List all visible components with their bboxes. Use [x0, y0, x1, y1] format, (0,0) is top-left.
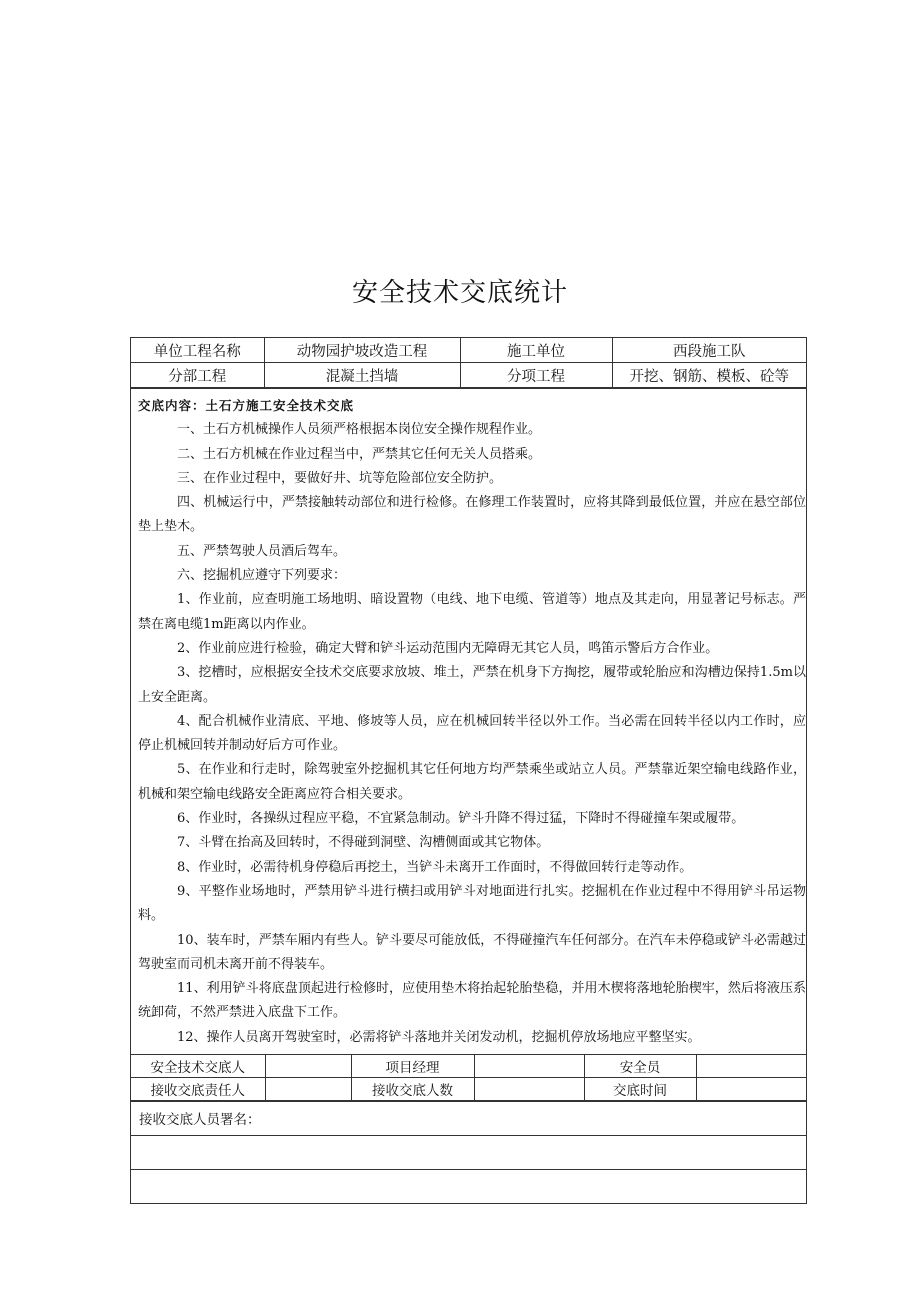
content-paragraph: 7、斗臂在抬高及回转时，不得碰到洞壁、沟槽侧面或其它物体。 [177, 835, 550, 851]
content-paragraph: 10、装车时，严禁车厢内有些人。铲斗要尽可能放低，不得碰撞汽车任何部分。在汽车未停稳或铲斗必需越过驾驶室而司机未离开前不得装车。 [138, 932, 806, 972]
signature-line [131, 1169, 806, 1203]
content-paragraph: 12、操作人员离开驾驶室时，必需将铲斗落地并关闭发动机，挖掘机停放场地应平整坚实。 [177, 1029, 701, 1045]
receiver-count-value [474, 1078, 584, 1101]
project-info-row [131, 363, 806, 388]
disclosure-content [131, 388, 806, 1054]
signoff-row [131, 1078, 806, 1101]
division-label: 分部工程 [131, 363, 264, 388]
content-paragraph: 1、作业前，应查明施工场地明、暗设置物（电线、地下电缆、管道等）地点及其走向，用显著记号标志。严禁在离电缆1m距离以内作业。 [138, 592, 806, 632]
content-paragraphs [138, 418, 806, 1050]
project-manager-label: 项目经理 [351, 1055, 474, 1078]
division-value: 混凝土挡墙 [264, 363, 460, 388]
content-paragraph: 四、机械运行中，严禁接触转动部位和进行检修。在修理工作装置时，应将其降到最低位置，并应在悬空部位垫上垫木。 [138, 495, 806, 535]
content-paragraph: 五、严禁驾驶人员酒后驾车。 [177, 543, 347, 559]
project-info-table [131, 338, 806, 388]
content-heading: 交底内容：土石方施工安全技术交底 [138, 398, 355, 413]
content-paragraph: 11、利用铲斗将底盘顶起进行检修时，应使用垫木将抬起轮胎垫稳，并用木楔将落地轮胎楔牢，然后将液压系统卸荷，不然严禁进入底盘下工作。 [138, 981, 806, 1021]
subitem-value: 开挖、钢筋、模板、砼等 [612, 363, 806, 388]
safety-officer-value [696, 1055, 806, 1078]
content-paragraph: 二、土石方机械在作业过程当中，严禁其它任何无关人员搭乘。 [177, 446, 542, 462]
contractor-value: 西段施工队 [612, 338, 806, 363]
discloser-label: 安全技术交底人 [131, 1055, 265, 1078]
content-paragraph: 8、作业时，必需待机身停稳后再挖土，当铲斗未离开工作面时，不得做回转行走等动作。 [177, 859, 693, 875]
disclosure-time-value [696, 1078, 806, 1101]
content-paragraph: 6、作业时，各操纵过程应平稳，不宜紧急制动。铲斗升降不得过猛，下降时不得碰撞车架或履带。 [177, 811, 745, 827]
discloser-value [265, 1055, 351, 1078]
receiver-count-label: 接收交底人数 [351, 1078, 474, 1101]
receiver-lead-value [265, 1078, 351, 1101]
content-paragraph: 一、土石方机械操作人员须严格根据本岗位安全操作规程作业。 [177, 422, 542, 438]
project-info-row [131, 338, 806, 363]
document-title: 安全技术交底统计 [351, 278, 568, 308]
content-paragraph: 5、在作业和行走时，除驾驶室外挖掘机其它任何地方均严禁乘坐或站立人员。严禁靠近架空输电线路作业，机械和架空输电线路安全距离应符合相关要求。 [138, 762, 806, 802]
content-paragraph: 3、挖槽时，应根据安全技术交底要求放坡、堆土，严禁在机身下方掏挖，履带或轮胎应和沟槽边保持1.5m以上安全距离。 [138, 665, 806, 705]
content-paragraph: 9、平整作业场地时，严禁用铲斗进行横扫或用铲斗对地面进行扎实。挖掘机在作业过程中不得用铲斗吊运物料。 [138, 883, 806, 924]
disclosure-time-label: 交底时间 [584, 1078, 696, 1101]
content-paragraph: 三、在作业过程中，要做好井、坑等危险部位安全防护。 [177, 470, 503, 486]
signoff-row [131, 1055, 806, 1078]
unit-project-label: 单位工程名称 [131, 338, 264, 363]
safety-officer-label: 安全员 [584, 1055, 696, 1078]
contractor-label: 施工单位 [460, 338, 612, 363]
project-manager-value [474, 1055, 584, 1078]
content-paragraph: 六、挖掘机应遵守下列要求： [177, 568, 347, 584]
receivers-signature-label: 接收交底人员署名： [131, 1101, 806, 1135]
signoff-table [131, 1054, 806, 1101]
content-paragraph: 4、配合机械作业清底、平地、修坡等人员，应在机械回转半径以外工作。当必需在回转半径以内工作时，应停止机械回转并制动好后方可作业。 [138, 713, 806, 754]
disclosure-form [130, 337, 807, 1204]
signature-line [131, 1135, 806, 1169]
content-paragraph: 2、作业前应进行检验，确定大臂和铲斗运动范围内无障碍无其它人员，鸣笛示警后方合作业。 [177, 640, 719, 656]
unit-project-value: 动物园护坡改造工程 [264, 338, 460, 363]
subitem-label: 分项工程 [460, 363, 612, 388]
receiver-lead-label: 接收交底责任人 [131, 1078, 265, 1101]
